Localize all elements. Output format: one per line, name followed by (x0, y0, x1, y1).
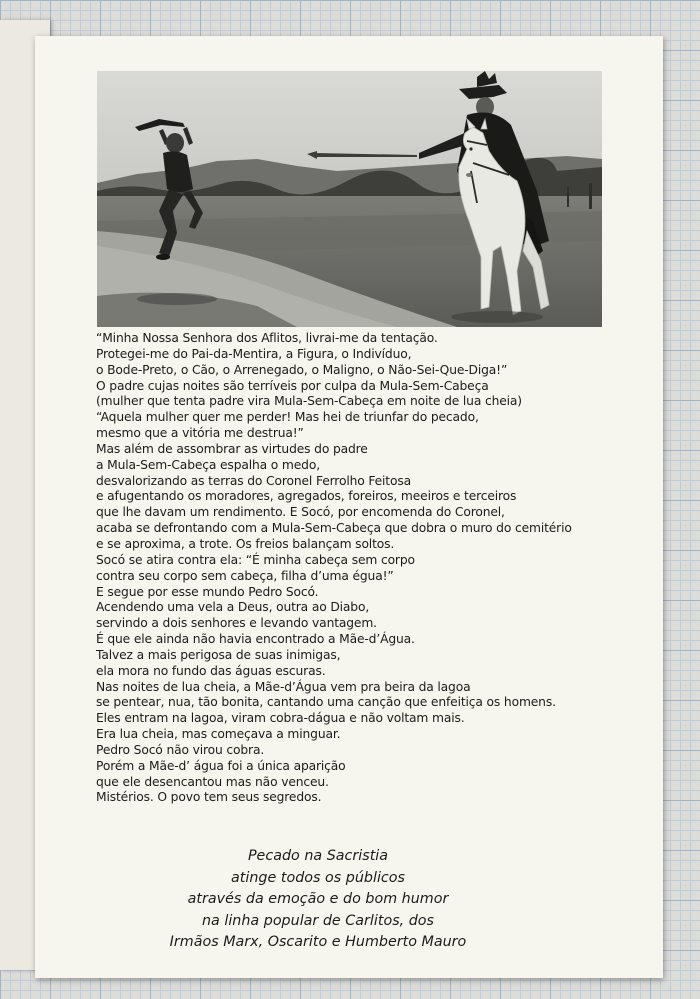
poem-line: desvalorizando as terras do Coronel Ferrolho Feitosa (96, 473, 411, 488)
tagline-line: atinge todos os públicos (231, 869, 405, 886)
poem-line: se pentear, nua, tão bonita, cantando uma canção que enfeitiça os homens. (96, 695, 556, 710)
poem-line: Eles entram na lagoa, viram cobra-dágua e não voltam mais. (96, 711, 465, 726)
poem-line: Era lua cheia, mas começava a minguar. (96, 727, 341, 742)
tagline-line: Pecado na Sacristia (247, 848, 389, 864)
booklet-page (35, 36, 663, 978)
poem-line: É que ele ainda não havia encontrado a Mãe-d’Água. (96, 632, 415, 647)
poem-line: Mas além de assombrar as virtudes do padre (96, 441, 368, 456)
tagline-line: através da emoção e do bom humor (187, 891, 449, 907)
poem-line: a Mula-Sem-Cabeça espalha o medo, (96, 457, 320, 472)
poem-line: mesmo que a vitória me destrua!” (96, 426, 304, 441)
poem-line: “Aquela mulher quer me perder! Mas hei de triunfar do pecado, (96, 410, 479, 425)
poem-line: Talvez a mais perigosa de suas inimigas, (96, 647, 341, 662)
poem-line: Protegei-me do Pai-da-Mentira, a Figura, o Indivíduo, (96, 346, 412, 361)
poem-line: e se aproxima, a trote. Os freios balançam soltos. (96, 536, 395, 551)
poem-line: e afugentando os moradores, agregados, foreiros, meeiros e terceiros (96, 489, 517, 504)
poem-line: (mulher que tenta padre vira Mula-Sem-Cabeça em noite de lua cheia) (96, 394, 522, 409)
poem-line: Socó se atira contra ela: “É minha cabeça sem corpo (96, 552, 415, 567)
poem-line: o Bode-Preto, o Cão, o Arrenegado, o Maligno, o Não-Sei-Que-Diga!” (96, 362, 508, 377)
poem-line: O padre cujas noites são terríveis por culpa da Mula-Sem-Cabeça (96, 378, 489, 393)
poem-line: que lhe davam um rendimento. E Socó, por encomenda do Coronel, (96, 505, 505, 520)
tagline-line: Irmãos Marx, Oscarito e Humberto Mauro (169, 934, 467, 950)
poem-line: ela mora no fundo das águas escuras. (96, 663, 326, 678)
poem-line: contra seu corpo sem cabeça, filha d’uma égua!” (96, 568, 394, 583)
poem-line: Porém a Mãe-d’ água foi a única aparição (96, 758, 346, 773)
poem-line: Pedro Socó não virou cobra. (96, 742, 265, 757)
poem-line: Mistérios. O povo tem seus segredos. (96, 790, 322, 805)
poem-text (96, 331, 626, 806)
tagline-text (95, 846, 541, 954)
poem-line: acaba se defrontando com a Mula-Sem-Cabeça que dobra o muro do cemitério (96, 521, 572, 536)
poem-line: que ele desencantou mas não venceu. (96, 774, 329, 789)
poem-line: Nas noites de lua cheia, a Mãe-d’Água vem pra beira da lagoa (96, 679, 471, 694)
poem-line: Acendendo uma vela a Deus, outra ao Diabo, (96, 600, 370, 615)
poem-line: “Minha Nossa Senhora dos Aflitos, livrai-me da tentação. (96, 331, 438, 345)
poem-line: servindo a dois senhores e levando vantagem. (96, 616, 377, 631)
tagline-line: na linha popular de Carlitos, dos (202, 912, 434, 929)
poem-line: E segue por esse mundo Pedro Socó. (96, 584, 319, 599)
photo-duel-horse-rider (97, 71, 602, 327)
